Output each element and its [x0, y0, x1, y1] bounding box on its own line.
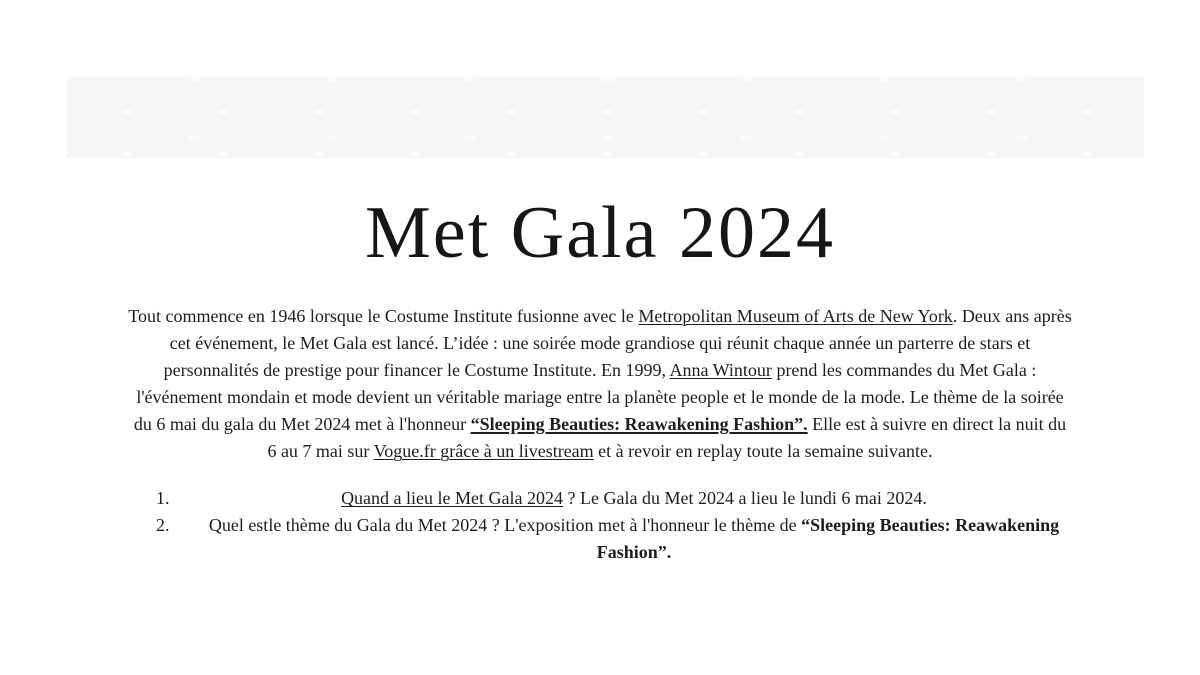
page-title: Met Gala 2024 — [365, 192, 835, 274]
text-run: Elle est à suivre en direct la nuit du 6 au 7 mai sur — [267, 414, 1067, 462]
text-run: “Sleeping Beauties: Reawakening Fashion”. — [596, 515, 1060, 563]
inline-link[interactable]: Metropolitan Museum of Arts de New York — [638, 306, 953, 327]
text-run: prend les commandes du Met Gala : l'événement mondain et mode devient un véritable mariage entre la planète people et le monde de la mode. Le thème de la soirée du 6 mai du gala du Met 2024 met à l'honneur — [133, 360, 1064, 435]
list-item-2-text — [209, 515, 1059, 562]
list-item-1 — [128, 485, 1072, 512]
qa-list — [128, 485, 1072, 566]
list-item-2 — [128, 512, 1072, 566]
text-run: ? Le Gala du Met 2024 a lieu le lundi 6 mai 2024. — [563, 488, 927, 509]
list-number-1: 1. — [156, 488, 170, 509]
list-item-1-text — [341, 488, 927, 508]
inline-link[interactable]: Anna Wintour — [669, 360, 772, 381]
inline-link[interactable]: Vogue.fr grâce à un livestream — [373, 441, 594, 462]
text-run: . Deux ans après cet événement, le Met Gala est lancé. L’idée : une soirée mode grandiose qui réunit chaque année un parterre de stars et personnalités de prestige pour financer le Costume Institute. En 1999, — [163, 306, 1072, 381]
list-number-2: 2. — [156, 515, 170, 536]
intro-paragraph — [128, 303, 1072, 465]
text-run: Tout commence en 1946 lorsque le Costume Institute fusionne avec le — [128, 306, 639, 327]
text-run: Quel estle thème du Gala du Met 2024 ? L'exposition met à l'honneur le thème de — [208, 515, 802, 536]
text-run: et à revoir en replay toute la semaine suivante. — [593, 441, 933, 462]
inline-link[interactable]: “Sleeping Beauties: Reawakening Fashion”. — [470, 414, 808, 435]
inline-link[interactable]: Quand a lieu le Met Gala 2024 — [341, 488, 563, 509]
